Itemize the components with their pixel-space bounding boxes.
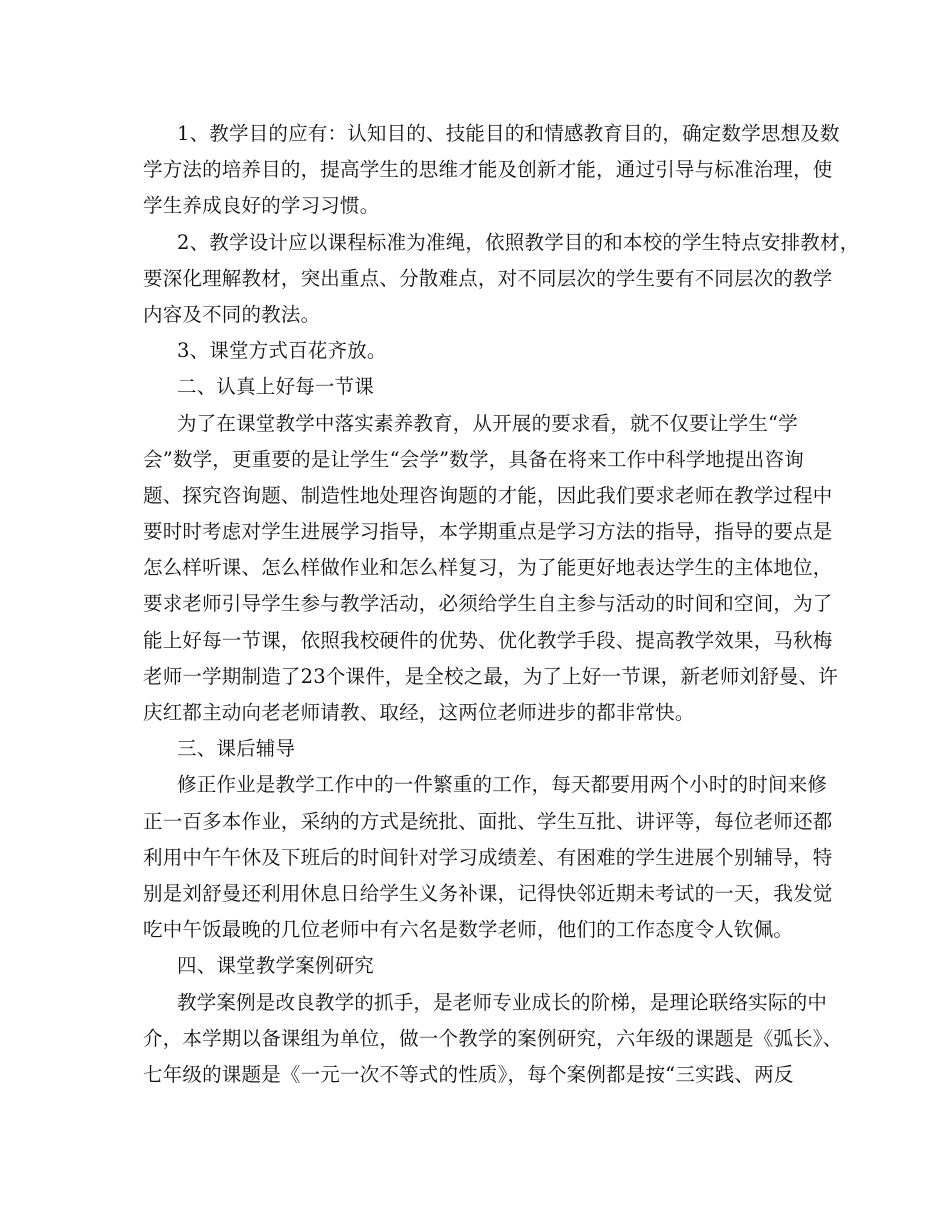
paragraph-5-line-2: 正一百多本作业，采纳的方式是统批、面批、学生互批、讲评等，每位老师还都 xyxy=(143,809,833,833)
paragraph-5-line-5: 吃中午饭最晚的几位老师中有六名是数学老师，他们的工作态度令人钦佩。 xyxy=(143,918,794,942)
paragraph-5-line-4: 别是刘舒曼还利用休息日给学生义务补课，记得快邻近期未考试的一天，我发觉 xyxy=(143,881,833,905)
paragraph-4-line-1: 为了在课堂教学中落实素养教育，从开展的要求看，就不仅要让学生“学 xyxy=(177,411,798,435)
paragraph-4-line-2: 会”数学，更重要的是让学生“会学”数学，具备在将来工作中科学地提出咨询 xyxy=(143,447,804,471)
paragraph-6-line-3: 七年级的课题是《一元一次不等式的性质》，每个案例都是按“三实践、两反 xyxy=(143,1062,794,1086)
paragraph-4-line-5: 怎么样听课、怎么样做作业和怎么样复习，为了能更好地表达学生的主体地位， xyxy=(143,556,833,580)
paragraph-5-line-1: 修正作业是教学工作中的一件繁重的工作，每天都要用两个小时的时间来修 xyxy=(177,773,828,797)
paragraph-4-line-8: 老师一学期制造了23个课件，是全校之最，为了上好一节课，新老师刘舒曼、许 xyxy=(143,664,839,688)
paragraph-6-line-1: 教学案例是改良教学的抓手，是老师专业成长的阶梯，是理论联络实际的中 xyxy=(177,990,828,1014)
section-heading-3: 三、课后辅导 xyxy=(177,737,296,761)
paragraph-4-line-4: 要时时考虑对学生进展学习指导，本学期重点是学习方法的指导，指导的要点是 xyxy=(143,520,833,544)
paragraph-1-line-2: 学方法的培养目的，提高学生的思维才能及创新才能，通过引导与标准治理，使 xyxy=(143,158,833,182)
paragraph-4-line-9: 庆红都主动向老老师请教、取经，这两位老师进步的都非常快。 xyxy=(143,701,695,724)
paragraph-2-line-2: 要深化理解教材，突出重点、分散难点，对不同层次的学生要有不同层次的教学 xyxy=(143,266,833,290)
paragraph-4-line-7: 能上好每一节课，依照我校硬件的优势、优化教学手段、提高教学效果，马秋梅 xyxy=(143,628,833,652)
paragraph-4-line-3: 题、探究咨询题、制造性地处理咨询题的才能，因此我们要求老师在教学过程中 xyxy=(143,483,833,507)
section-heading-4: 四、课堂教学案例研究 xyxy=(177,954,375,978)
paragraph-1-line-3: 学生养成良好的学习习惯。 xyxy=(143,194,380,218)
paragraph-4-line-6: 要求老师引导学生参与教学活动，必须给学生自主参与活动的时间和空间，为了 xyxy=(143,592,833,616)
document-body xyxy=(143,116,860,1093)
paragraph-3-line-1: 3、课堂方式百花齐放。 xyxy=(177,339,387,363)
paragraph-1-line-1: 1、教学目的应有：认知目的、技能目的和情感教育目的，确定数学思想及数 xyxy=(177,122,840,145)
paragraph-5-line-3: 利用中午午休及下班后的时间针对学习成绩差、有困难的学生进展个别辅导，特 xyxy=(143,845,833,869)
paragraph-2-line-1: 2、教学设计应以课程标准为准绳，依照教学目的和本校的学生特点安排教材， xyxy=(177,230,860,254)
paragraph-6-line-2: 介，本学期以备课组为单位，做一个教学的案例研究，六年级的课题是《弧长》、 xyxy=(143,1026,843,1050)
paragraph-2-line-3: 内容及不同的教法。 xyxy=(143,302,321,326)
section-heading-2: 二、认真上好每一节课 xyxy=(177,375,375,399)
